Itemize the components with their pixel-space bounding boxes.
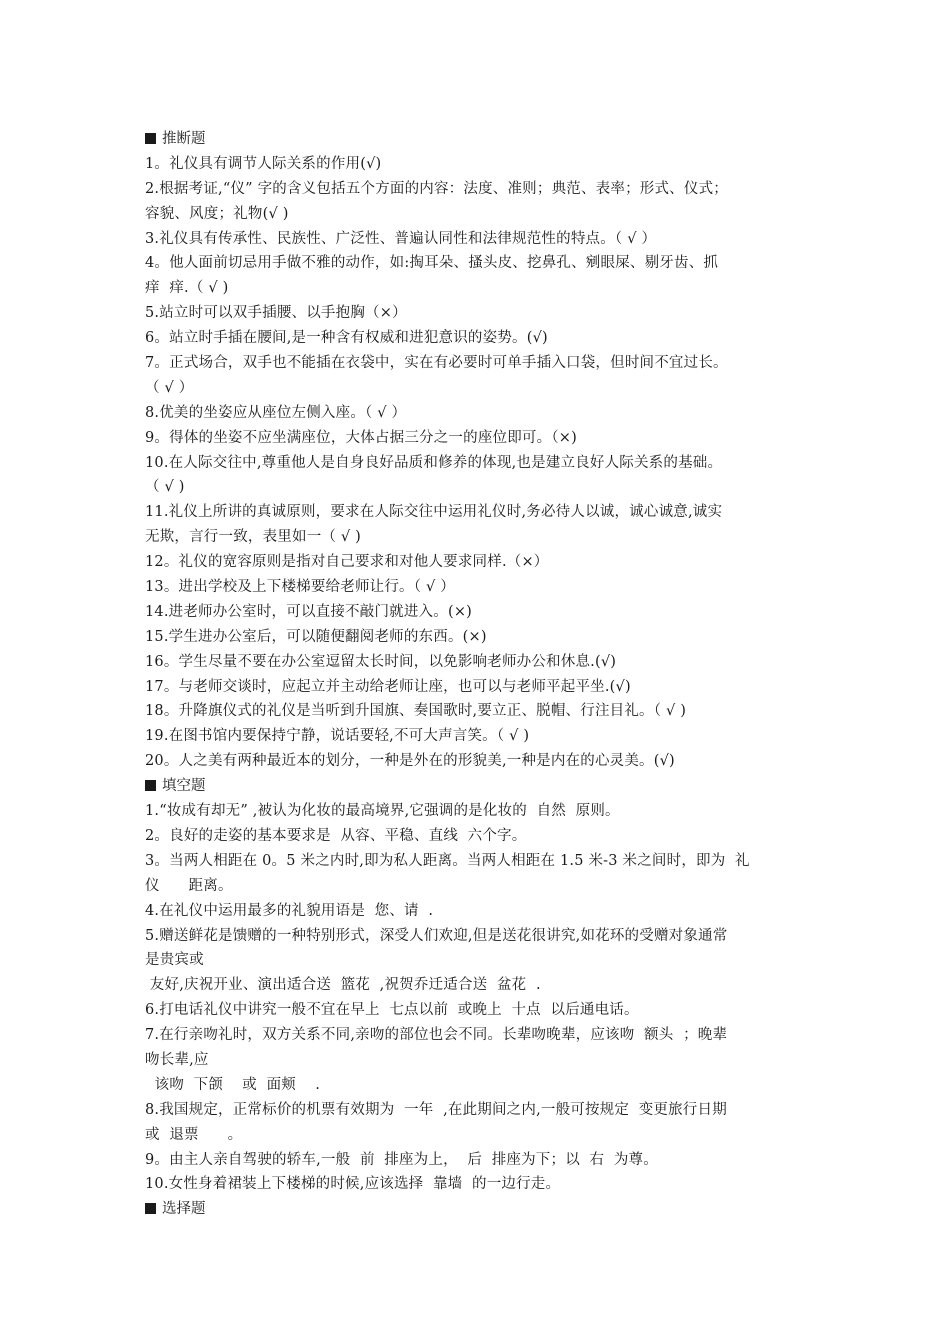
text-line: 仪 距离。 xyxy=(145,877,233,894)
text-line: 9。由主人亲自驾驶的轿车,一般 前 排座为上， 后 排座为下；以 右 为尊。 xyxy=(145,1151,658,1168)
text-line: （ √ ） xyxy=(145,379,194,396)
text-line: 容貌、风度；礼物(√ ) xyxy=(145,205,289,222)
text-line: 10.在人际交往中,尊重他人是自身良好品质和修养的体现,也是建立良好人际关系的基础。 xyxy=(145,454,723,471)
text-line: 4。他人面前切忌用手做不雅的动作，如:掏耳朵、搔头皮、挖鼻孔、剜眼屎、剔牙齿、抓 xyxy=(145,255,719,272)
text-line: 吻长辈,应 xyxy=(145,1051,209,1068)
text-line: 2.根据考证,“仪” 字的含义包括五个方面的内容：法度、准则；典范、表率；形式、仪式； xyxy=(145,180,728,197)
text-line: 20。人之美有两种最近本的划分，一种是外在的形貌美,一种是内在的心灵美。(√) xyxy=(145,753,675,770)
text-line: （ √ ) xyxy=(145,479,185,496)
text-line: 该吻 下颌 或 面颊 . xyxy=(145,1076,321,1093)
document-body xyxy=(145,127,815,1222)
text-line: 8.我国规定，正常标价的机票有效期为 一年 ,在此期间之内,一般可按规定 变更旅行日期 xyxy=(145,1101,727,1118)
text-line: 1.“妆成有却无” ,被认为化妆的最高境界,它强调的是化妆的 自然 原则。 xyxy=(145,803,620,820)
text-line: 5.站立时可以双手插腰、以手抱胸（×） xyxy=(145,305,407,322)
text-line: 13。进出学校及上下楼梯要给老师让行。（ √ ） xyxy=(145,579,455,596)
text-line: 1。礼仪具有调节人际关系的作用(√) xyxy=(145,155,382,172)
text-line: 9。得体的坐姿不应坐满座位，大体占据三分之一的座位即可。（×) xyxy=(145,429,577,446)
square-bullet-icon xyxy=(145,1203,156,1214)
text-line: 10.女性身着裙装上下楼梯的时候,应该选择 靠墙 的一边行走。 xyxy=(145,1176,561,1193)
text-line: 18。升降旗仪式的礼仪是当听到升国旗、奏国歌时,要立正、脱帽、行注目礼。（ √ ) xyxy=(145,703,687,720)
text-line: 6。站立时手插在腰间,是一种含有权威和进犯意识的姿势。(√) xyxy=(145,330,548,347)
fill-blank-list xyxy=(145,799,815,1197)
text-line: 或 退票 。 xyxy=(145,1126,243,1143)
text-line: 是贵宾或 xyxy=(145,952,204,969)
section-heading-judgment: 推断题 xyxy=(145,127,815,152)
text-line: 7.在行亲吻礼时，双方关系不同,亲吻的部位也会不同。长辈吻晚辈，应该吻 额头 ；晚辈 xyxy=(145,1027,728,1044)
text-line: 7。正式场合，双手也不能插在衣袋中，实在有必要时可单手插入口袋，但时间不宜过长。 xyxy=(145,355,728,372)
text-line: 14.进老师办公室时，可以直接不敲门就进入。(×) xyxy=(145,603,473,620)
text-line: 3。当两人相距在 0。5 米之内时,即为私人距离。当两人相距在 1.5 米-3 米之间时，即为 礼 xyxy=(145,852,750,869)
judgment-list xyxy=(145,152,815,774)
text-line: 11.礼仪上所讲的真诚原则，要求在人际交往中运用礼仪时,务必待人以诚，诚心诚意,诚实 xyxy=(145,504,723,521)
text-line: 2。良好的走姿的基本要求是 从容、平稳、直线 六个字。 xyxy=(145,827,527,844)
text-line: 5.赠送鲜花是馈赠的一种特别形式，深受人们欢迎,但是送花很讲究,如花环的受赠对象通常 xyxy=(145,927,728,944)
text-line: 6.打电话礼仪中讲究一般不宜在早上 七点以前 或晚上 十点 以后通电话。 xyxy=(145,1002,639,1019)
text-line: 无欺，言行一致，表里如一（ √ ) xyxy=(145,529,362,546)
section-heading-fill-blank: 填空题 xyxy=(145,774,815,799)
text-line: 8.优美的坐姿应从座位左侧入座。（ √ ） xyxy=(145,404,407,421)
text-line: 4.在礼仪中运用最多的礼貌用语是 您、请 . xyxy=(145,902,434,919)
text-line: 15.学生进办公室后，可以随便翻阅老师的东西。(×) xyxy=(145,628,487,645)
square-bullet-icon xyxy=(145,780,156,791)
text-line: 3.礼仪具有传承性、民族性、广泛性、普遍认同性和法律规范性的特点。（ √ ） xyxy=(145,230,657,247)
text-line: 痒 痒.（ √ ) xyxy=(145,280,229,297)
square-bullet-icon xyxy=(145,133,156,144)
section-heading-choice: 选择题 xyxy=(145,1197,815,1222)
text-line: 12。礼仪的宽容原则是指对自己要求和对他人要求同样.（×） xyxy=(145,554,549,571)
text-line: 友好,庆祝开业、演出适合送 篮花 ,祝贺乔迁适合送 盆花 . xyxy=(145,977,541,994)
text-line: 16。学生尽量不要在办公室逗留太长时间，以免影响老师办公和休息.(√) xyxy=(145,653,617,670)
text-line: 19.在图书馆内要保持宁静，说话要轻,不可大声言笑。（ √ ) xyxy=(145,728,530,745)
text-line: 17。与老师交谈时，应起立并主动给老师让座，也可以与老师平起平坐.(√) xyxy=(145,678,631,695)
